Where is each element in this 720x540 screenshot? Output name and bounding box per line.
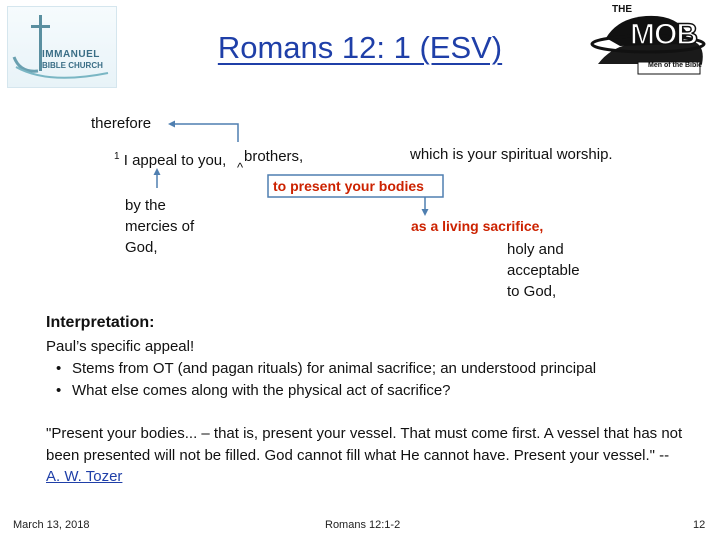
page-title: Romans 12: 1 (ESV) <box>217 30 503 65</box>
worship-text: which is your spiritual worship. <box>410 146 613 163</box>
logo-mob-top: THE <box>612 4 632 15</box>
bullet-icon: • <box>56 360 62 377</box>
bullet-item: • What else comes along with the physical act of sacrifice? <box>46 380 596 402</box>
caret-mark: ^ <box>237 160 244 175</box>
page-number: 12 <box>693 519 706 531</box>
interpretation-intro: Paul’s specific appeal! <box>46 338 195 355</box>
interpretation-heading: Interpretation: <box>46 314 155 331</box>
interpretation-body <box>46 336 596 402</box>
bullet-icon: • <box>56 382 62 399</box>
appeal-line <box>114 146 226 171</box>
mercies-line: God, <box>125 239 158 256</box>
mercies-text <box>125 195 194 258</box>
qualifier-line: acceptable <box>507 262 580 279</box>
footer-reference: Romans 12:1-2 <box>325 519 401 531</box>
qualifier-line: holy and <box>507 241 564 258</box>
mercies-line: mercies of <box>125 218 195 235</box>
bullet-item: • Stems from OT (and pagan rituals) for animal sacrifice; an understood principal <box>46 358 596 380</box>
logo-line1: IMMANUEL <box>42 49 100 60</box>
mercies-line: by the <box>125 197 166 214</box>
logo-line2: BIBLE CHURCH <box>42 61 103 70</box>
qualifiers-text <box>507 239 580 302</box>
therefore-text: therefore <box>91 115 152 132</box>
logo-mob-main: MOB <box>630 18 697 51</box>
footer-date: March 13, 2018 <box>13 519 90 531</box>
brothers-text: brothers, <box>244 148 304 165</box>
verse-number: 1 <box>114 151 120 162</box>
tozer-quote <box>46 423 686 488</box>
qualifier-line: to God, <box>507 283 557 300</box>
logo-mob-sub: Men of the Bible <box>648 62 703 69</box>
quote-text: "Present your bodies... – that is, present your vessel. That must come first. A vessel that has not been presented will not be filled. God cannot fill what He cannot have. Present your vessel." -- <box>46 425 683 464</box>
quote-author-link[interactable]: A. W. Tozer <box>46 468 123 485</box>
sacrifice-text: as a living sacrifice, <box>411 218 544 234</box>
present-text: to present your bodies <box>273 178 424 194</box>
appeal-text: I appeal to you, <box>123 152 227 169</box>
